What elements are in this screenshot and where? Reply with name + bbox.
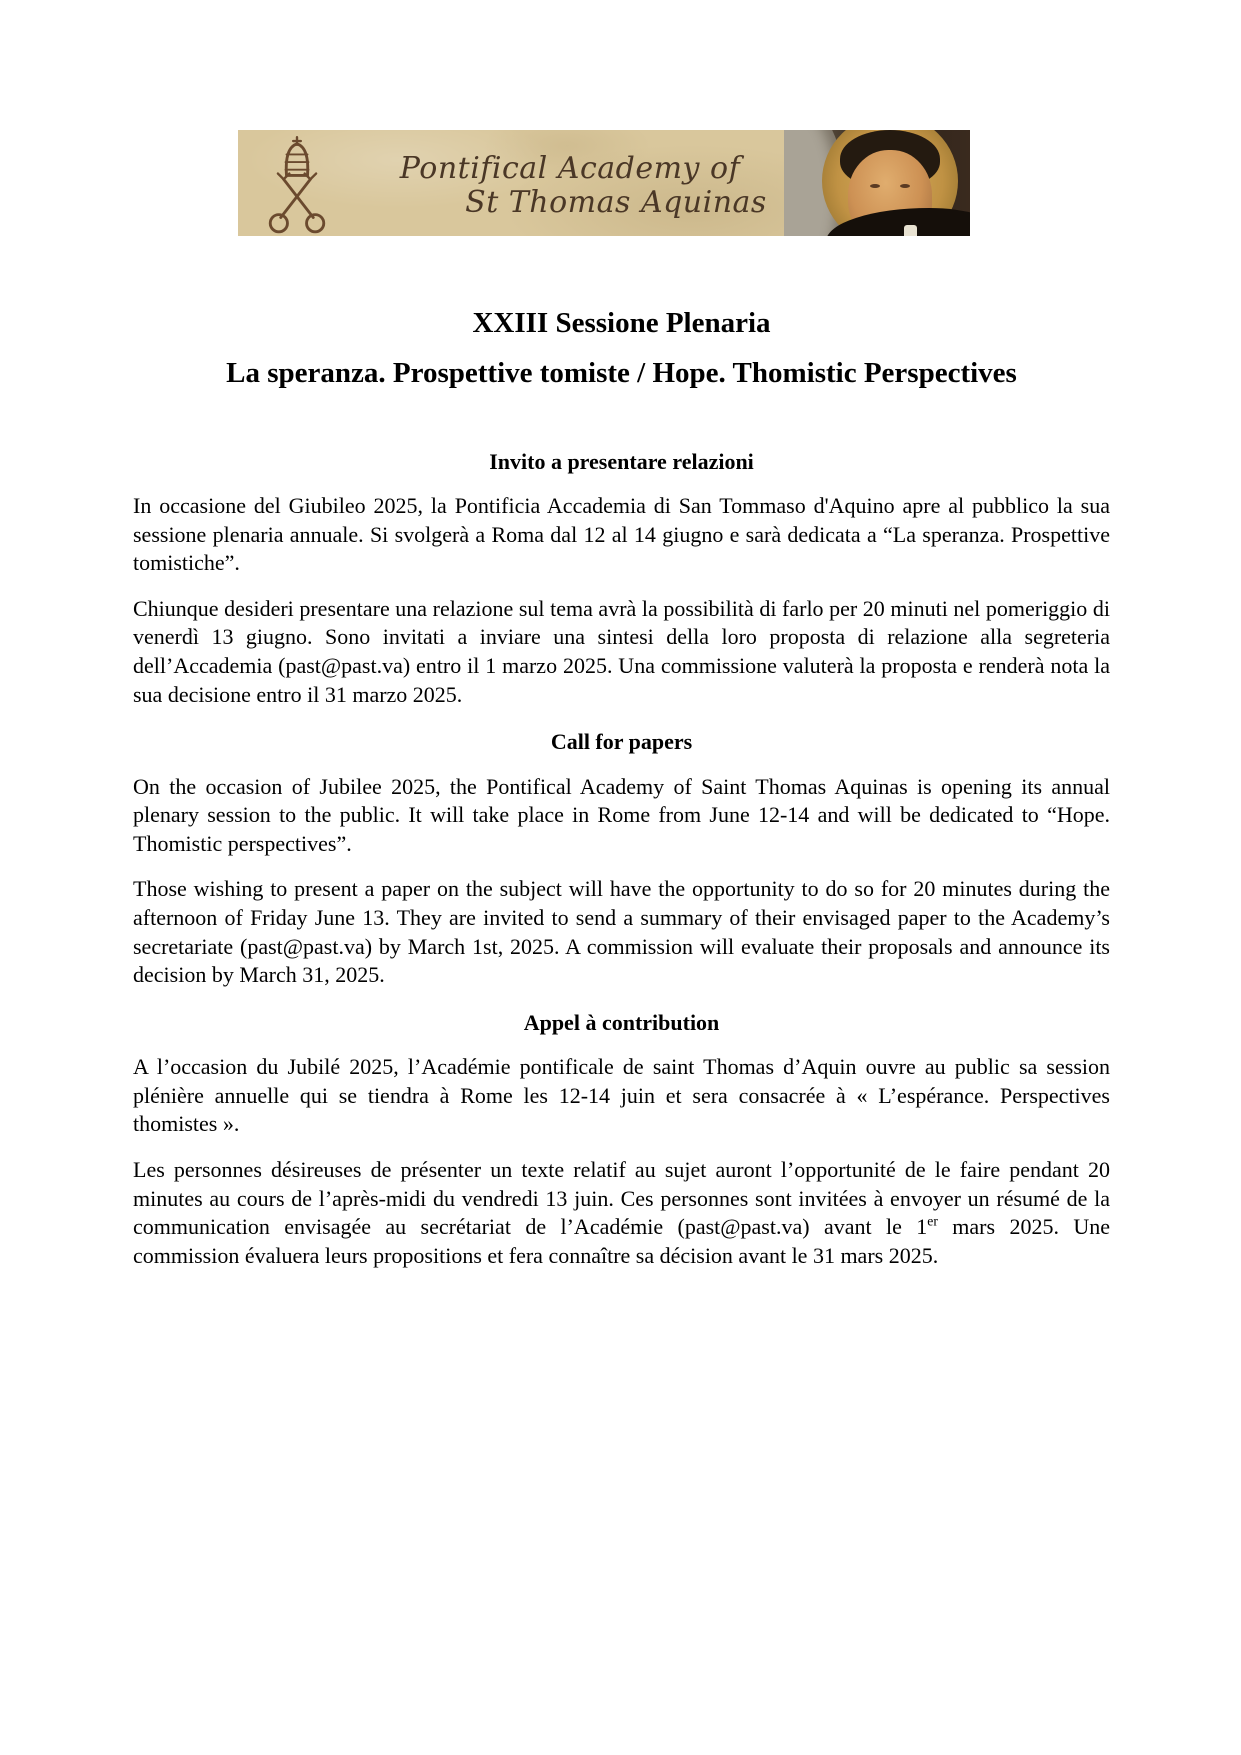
- paragraph-italian-1: In occasione del Giubileo 2025, la Pontificia Accademia di San Tommaso d'Aquino apre al pubblico la sua sessione plenaria annuale. Si svolgerà a Roma dal 12 al 14 giugno e sarà dedicata a “La speranza. Prospettive tomistiche”.: [133, 493, 1110, 576]
- section-english: [133, 729, 1110, 990]
- eye-shape: [870, 184, 880, 188]
- academy-banner: [238, 130, 970, 236]
- paragraph-french-2: [133, 1156, 1110, 1270]
- paragraph-french-2-start: Les personnes désireuses de présenter un texte relatif au sujet auront l’opportunité de le faire pendant 20 minutes au cours de l’après-midi du vendredi 13 juin. Ces personnes sont invitées à envoyer un résumé de la communication envisagée au secrétariat de l’Académie (past@past.va) avant le 1: [133, 1156, 1110, 1240]
- section-italian: [133, 449, 1110, 710]
- paragraph-english-1: On the occasion of Jubilee 2025, the Pontifical Academy of Saint Thomas Aquinas is opening its annual plenary session to the public. It will take place in Rome from June 12-14 and will be dedicated to “Hope. Thomistic perspectives”.: [133, 773, 1110, 856]
- section-heading-french: Appel à contribution: [523, 1009, 720, 1035]
- section-heading-english: Call for papers: [550, 729, 693, 755]
- banner-title-line1: Pontifical Academy of: [399, 151, 741, 186]
- eye-shape: [900, 184, 910, 188]
- session-subtitle: La speranza. Prospettive tomiste / Hope. Thomistic Perspectives: [226, 357, 1017, 390]
- aquinas-portrait: [784, 130, 970, 236]
- banner-title: [356, 130, 784, 236]
- papal-crest-icon: [238, 130, 356, 236]
- collar-shape: [904, 225, 917, 236]
- paragraph-italian-2: Chiunque desideri presentare una relazione sul tema avrà la possibilità di farlo per 20 minuti nel pomeriggio di venerdì 13 giugno. Sono invitati a inviare una sintesi della loro proposta di relazione alla segreteria dell’Accademia (past@past.va) entro il 1 marzo 2025. Una commissione valuterà la proposta e renderà nota la sua decisione entro il 31 marzo 2025.: [133, 595, 1110, 707]
- section-french: [133, 1010, 1110, 1271]
- section-heading-italian: Invito a presentare relazioni: [489, 448, 754, 474]
- banner-title-line2: St Thomas Aquinas: [465, 185, 767, 220]
- session-title: XXIII Sessione Plenaria: [472, 307, 771, 339]
- paragraph-english-2: Those wishing to present a paper on the subject will have the opportunity to do so for 20 minutes during the afternoon of Friday June 13. They are invited to send a summary of their envisaged paper to the Academy’s secretariate (past@past.va) by March 1st, 2025. A commission will evaluate their proposals and announce its decision by March 31, 2025.: [133, 876, 1110, 988]
- paragraph-french-2-end: mars 2025. Une commission évaluera leurs propositions et fera connaître sa décision avant le 31 mars 2025.: [133, 1214, 1110, 1268]
- ordinal-superscript: er: [927, 1213, 938, 1229]
- paragraph-french-1: A l’occasion du Jubilé 2025, l’Académie pontificale de saint Thomas d’Aquin ouvre au public sa session plénière annuelle qui se tiendra à Rome les 12-14 juin et sera consacrée à « L’espérance. Perspectives thomistes ».: [133, 1054, 1110, 1137]
